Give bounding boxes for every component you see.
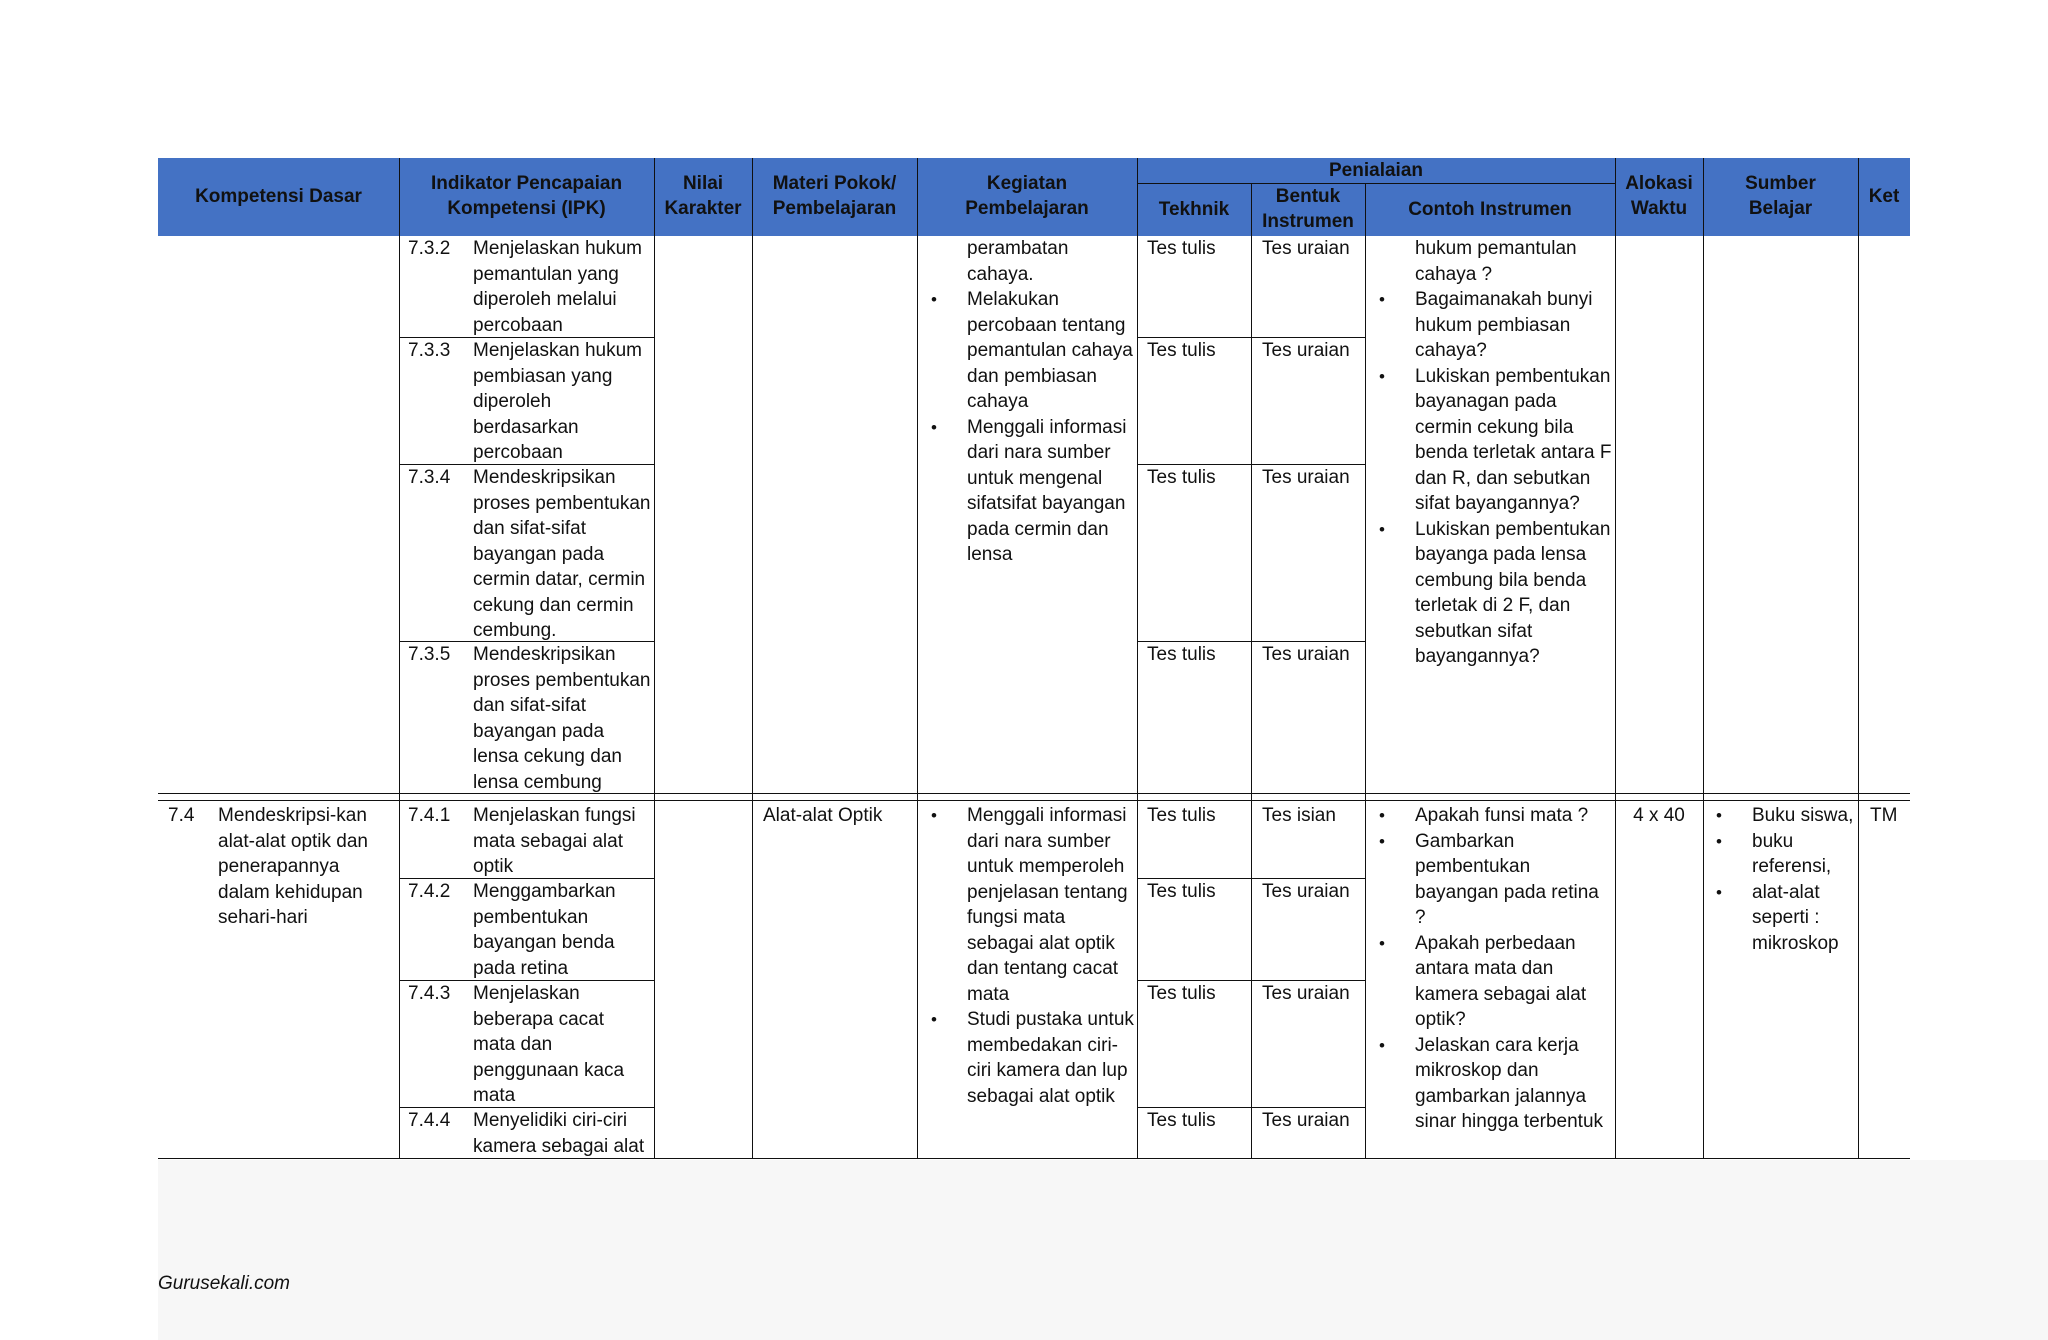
indicator-code: 7.4.4 (408, 1110, 451, 1131)
header-contoh-instrumen: Contoh Instrumen (1365, 184, 1615, 236)
column-line (1858, 158, 1859, 1158)
contoh-item: • Bagaimanakah bunyi hukum pembiasan cahaya? (1377, 287, 1612, 364)
column-line (917, 158, 918, 1158)
indicator-code: 7.4.1 (408, 805, 451, 826)
kegiatan-item: • Menggali informasi dari nara sumber untuk memperoleh penjelasan tentang fungsi mata sebagai alat optik dan tentang cacat mata (929, 803, 1134, 1007)
tekhnik-cell: Tes tulis (1147, 983, 1216, 1004)
bentuk-cell: Tes uraian (1262, 467, 1350, 488)
header-kompetensi-dasar: Kompetensi Dasar (158, 158, 399, 236)
indicator-text: Menggambarkan pembentukan bayangan benda pada retina (473, 881, 616, 979)
indicator-code: 7.4.2 (408, 881, 451, 902)
alokasi-cell: 4 x 40 (1633, 805, 1685, 826)
indicator-text: Menjelaskan fungsi mata sebagai alat optik (473, 805, 636, 877)
section-divider (158, 793, 1910, 794)
contoh-item: • Lukiskan pembentukan bayanga pada lensa cembung bila benda terletak di 2 F, dan sebutkan sifat bayangannya? (1377, 517, 1612, 670)
kegiatan-list (929, 287, 1134, 568)
sumber-list (1714, 803, 1856, 956)
indicator-code: 7.3.5 (408, 644, 451, 665)
contoh-list (1377, 287, 1612, 670)
footer-source: Gurusekali.com (158, 1273, 290, 1294)
column-line (654, 158, 655, 1158)
header-divider (1365, 184, 1366, 236)
indicator-code: 7.3.2 (408, 238, 451, 259)
column-line (1703, 158, 1704, 1158)
column-line (1615, 158, 1616, 1158)
tekhnik-cell: Tes tulis (1147, 238, 1216, 259)
table-bottom-line (158, 1158, 1910, 1159)
column-line (1251, 236, 1252, 1158)
contoh-item: • Apakah perbedaan antara mata dan kamera sebagai alat optik? (1377, 931, 1612, 1033)
kegiatan-item: • Melakukan percobaan tentang pemantulan cahaya dan pembiasan cahaya (929, 287, 1134, 415)
header-indikator: Indikator Pencapaian Kompetensi (IPK) (399, 158, 654, 236)
contoh-list (1377, 803, 1612, 1135)
header-penilaian: Penialaian (1137, 158, 1615, 184)
section-divider (158, 800, 1910, 801)
bentuk-cell: Tes uraian (1262, 340, 1350, 361)
tekhnik-cell: Tes tulis (1147, 1110, 1216, 1131)
indicator-text: Menjelaskan hukum pembiasan yang diperoleh berdasarkan percobaan (473, 340, 642, 463)
bentuk-cell: Tes uraian (1262, 644, 1350, 665)
indicator-code: 7.3.3 (408, 340, 451, 361)
column-line (1137, 158, 1138, 1158)
kegiatan-intro: perambatan cahaya. (967, 238, 1069, 285)
column-line (1365, 236, 1366, 1158)
bentuk-cell: Tes uraian (1262, 983, 1350, 1004)
tekhnik-cell: Tes tulis (1147, 467, 1216, 488)
sumber-item: • Buku siswa, (1714, 803, 1856, 829)
indicator-text: Menjelaskan hukum pemantulan yang diperoleh melalui percobaan (473, 238, 642, 336)
column-line (752, 158, 753, 1158)
header-ket: Ket (1858, 158, 1910, 236)
bentuk-cell: Tes uraian (1262, 238, 1350, 259)
kd-code: 7.4 (168, 805, 195, 826)
header-materi: Materi Pokok/ Pembelajaran (752, 158, 917, 236)
bentuk-cell: Tes uraian (1262, 1110, 1350, 1131)
contoh-intro: hukum pemantulan cahaya ? (1415, 238, 1577, 285)
ket-cell: TM (1870, 805, 1898, 826)
header-tekhnik: Tekhnik (1137, 184, 1251, 236)
sumber-item: • alat-alat seperti : mikroskop (1714, 880, 1856, 957)
kegiatan-item: • Menggali informasi dari nara sumber untuk mengenal sifatsifat bayangan pada cermin dan lensa (929, 415, 1134, 568)
indicator-text: Menjelaskan beberapa cacat mata dan penggunaan kaca mata (473, 983, 625, 1106)
kd-text: Mendeskripsi-kan alat-alat optik dan penerapannya dalam kehidupan sehari-hari (218, 805, 368, 928)
contoh-item: • Jelaskan cara kerja mikroskop dan gambarkan jalannya sinar hingga terbentuk (1377, 1033, 1612, 1135)
bentuk-cell: Tes uraian (1262, 881, 1350, 902)
kegiatan-list (929, 803, 1134, 1109)
tekhnik-cell: Tes tulis (1147, 881, 1216, 902)
contoh-item: • Lukiskan pembentukan bayanagan pada cermin cekung bila benda terletak antara F dan R, dan sebutkan sifat bayangannya? (1377, 364, 1612, 517)
indicator-text: Menyelidiki ciri-ciri kamera sebagai alat (473, 1110, 645, 1157)
header-alokasi-waktu: Alokasi Waktu (1615, 158, 1703, 236)
column-line (399, 158, 400, 1158)
indicator-text: Mendeskripsikan proses pembentukan dan sifat-sifat bayangan pada cermin datar, cermin cekung dan cermin cembung. (473, 467, 651, 641)
contoh-item: • Apakah funsi mata ? (1377, 803, 1612, 829)
sumber-item: • buku referensi, (1714, 829, 1856, 880)
tekhnik-cell: Tes tulis (1147, 340, 1216, 361)
header-kegiatan: Kegiatan Pembelajaran (917, 158, 1137, 236)
indicator-code: 7.3.4 (408, 467, 451, 488)
header-divider (1137, 183, 1615, 184)
header-nilai-karakter: Nilai Karakter (654, 158, 752, 236)
header-sumber-belajar: Sumber Belajar (1703, 158, 1858, 236)
header-bentuk-instrumen: Bentuk Instrumen (1251, 184, 1365, 236)
tekhnik-cell: Tes tulis (1147, 805, 1216, 826)
materi-cell: Alat-alat Optik (763, 805, 883, 826)
bentuk-cell: Tes isian (1262, 805, 1336, 826)
indicator-code: 7.4.3 (408, 983, 451, 1004)
kegiatan-item: • Studi pustaka untuk membedakan ciri-ciri kamera dan lup sebagai alat optik (929, 1007, 1134, 1109)
indicator-text: Mendeskripsikan proses pembentukan dan sifat-sifat bayangan pada lensa cekung dan lensa cembung (473, 644, 651, 793)
header-divider (1251, 184, 1252, 236)
tekhnik-cell: Tes tulis (1147, 644, 1216, 665)
contoh-item: • Gambarkan pembentukan bayangan pada retina ? (1377, 829, 1612, 931)
